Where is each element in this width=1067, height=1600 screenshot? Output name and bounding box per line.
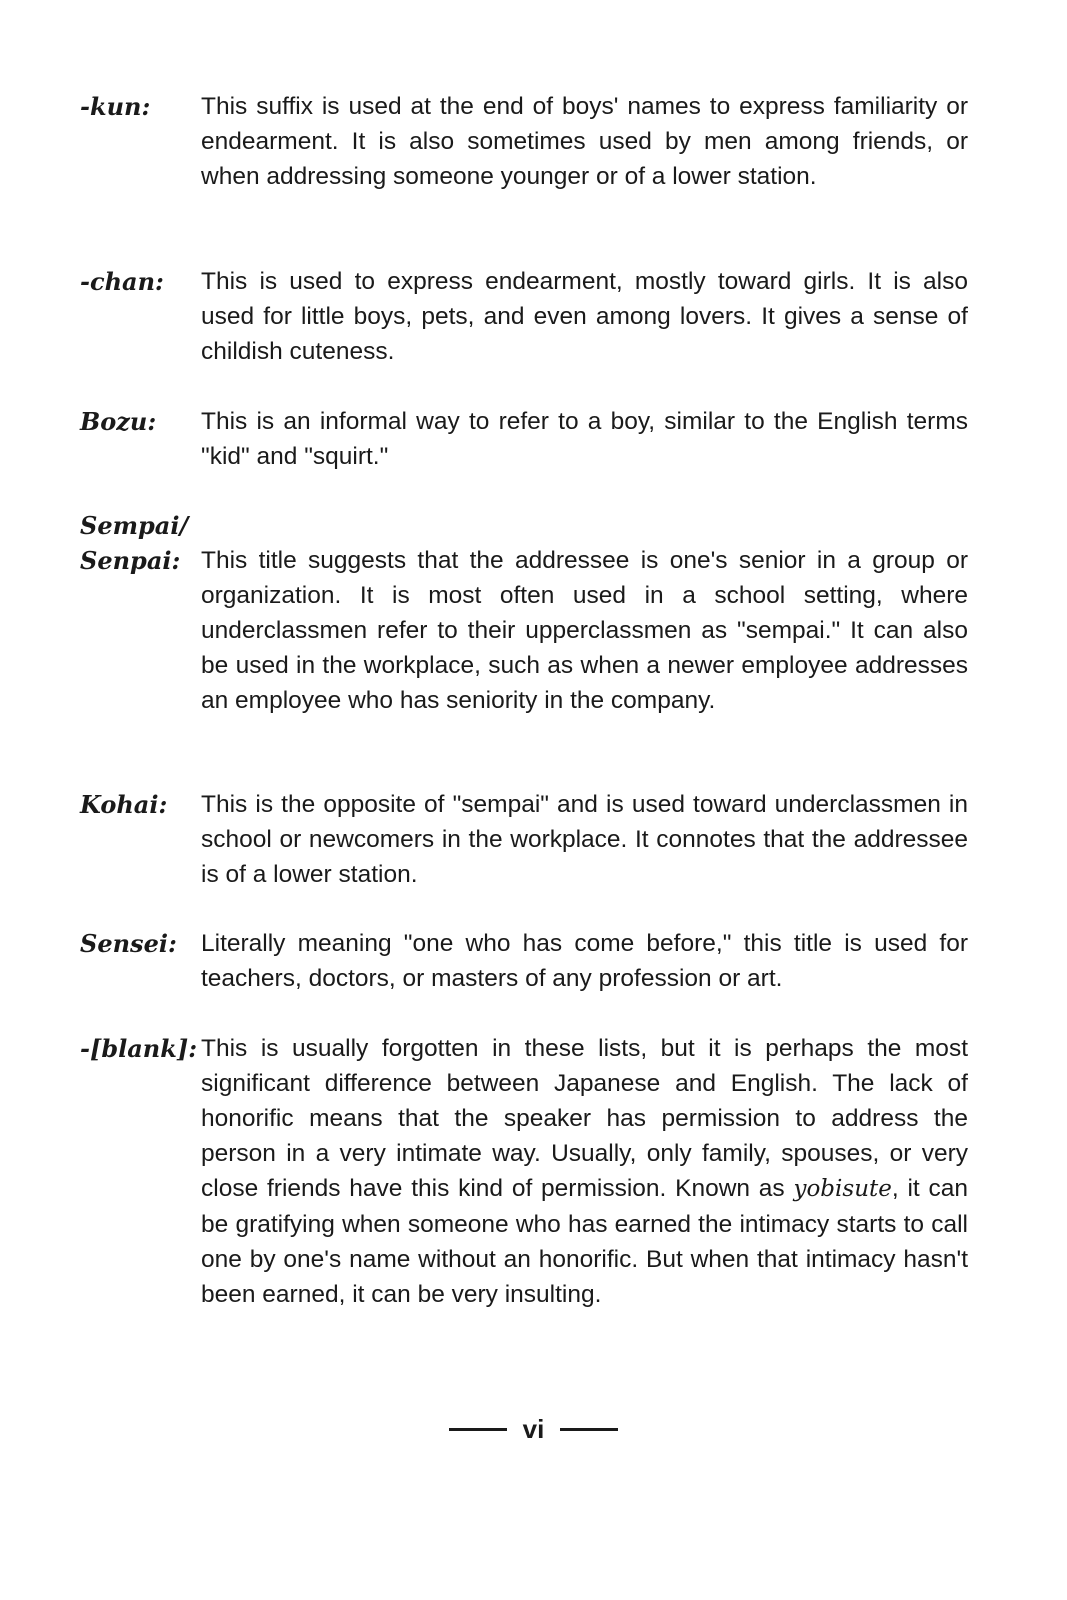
page-number: vi	[522, 1414, 545, 1444]
entry-term: Bozu:	[80, 407, 157, 436]
entry-definition: Literally meaning "one who has come before," this title is used for teachers, doctors, or masters of any profession or art.	[201, 930, 968, 992]
entry-term: -chan:	[80, 267, 164, 296]
entry-term: Sensei:	[80, 929, 177, 958]
entry-term	[80, 508, 188, 578]
entry-term: -[blank]:	[80, 1034, 198, 1063]
entry-definition	[201, 1031, 968, 1312]
entry-term-line-2: Senpai:	[80, 546, 181, 575]
definition-term-italic: yobisute	[793, 1176, 892, 1202]
page-footer	[0, 1414, 1067, 1454]
entry-definition: This suffix is used at the end of boys' names to express familiarity or endearment. It is also sometimes used by men among friends, or when addressing someone younger or of a lower station.	[201, 93, 968, 190]
entry-term: -kun:	[80, 92, 151, 121]
definition-text: This is usually forgotten in these lists, but it is perhaps the most significant difference between Japanese and English. The lack of honorific means that the speaker has permission to address the person in a very intimate way. Usually, only family, spouses, or very close friends have this kind of permission. Known as	[201, 1035, 968, 1202]
footer-rule-right	[560, 1428, 618, 1431]
entry-definition: This is used to express endearment, mostly toward girls. It is also used for little boys, pets, and even among lovers. It gives a sense of childish cuteness.	[201, 268, 968, 365]
entry-definition: This is the opposite of "sempai" and is used toward underclassmen in school or newcomers in the workplace. It connotes that the addressee is of a lower station.	[201, 791, 968, 888]
entry-definition: This title suggests that the addressee is one's senior in a group or organization. It is most often used in a school setting, where underclassmen refer to their upperclassmen as "sempai." It can also be used in the workplace, such as when a newer employee addresses an employee who has seniority in the company.	[201, 547, 968, 714]
entry-term-line-1: Sempai/	[80, 511, 189, 540]
entry-definition: This is an informal way to refer to a boy, similar to the English terms "kid" and "squirt."	[201, 408, 968, 470]
definition-text: , it can be gratifying when someone who has earned the intimacy starts to call one by one's name without an honorific. But when that intimacy hasn't been earned, it can be very insulting.	[201, 1175, 968, 1308]
footer-rule-left	[449, 1428, 507, 1431]
entry-term: Kohai:	[80, 790, 168, 819]
